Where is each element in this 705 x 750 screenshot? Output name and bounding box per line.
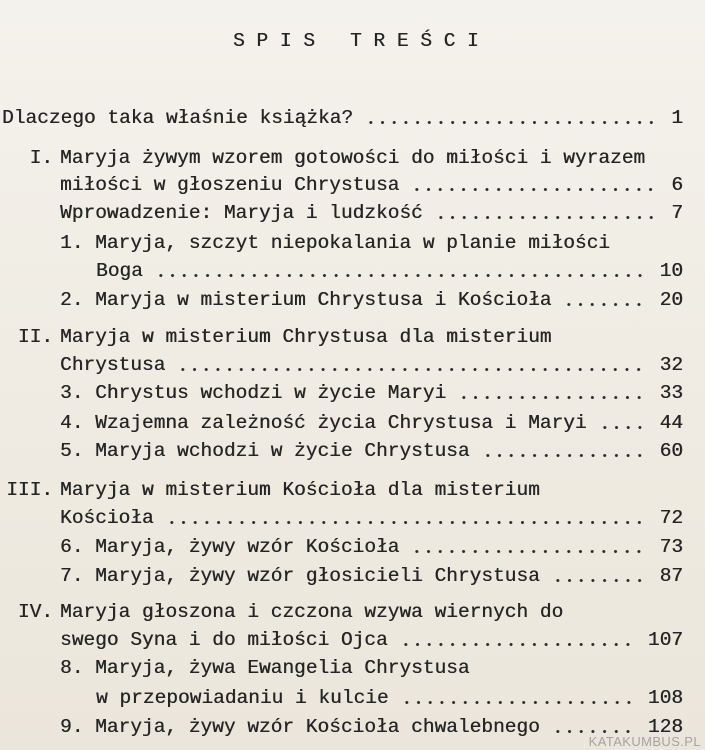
dot-leader — [401, 700, 636, 705]
chapter-number: 9. — [60, 716, 84, 738]
part-numeral: I. — [29, 147, 53, 169]
dot-leader — [435, 215, 660, 220]
page-number: 1 — [671, 107, 683, 129]
toc-entry — [0, 201, 683, 225]
entry-title: Maryja w misterium Chrystusa i Kościoła — [95, 289, 552, 311]
dot-leader — [400, 642, 636, 647]
toc-part-heading — [0, 325, 683, 349]
toc-part-heading — [0, 600, 683, 624]
entry-title: Maryja wchodzi w życie Chrystusa — [95, 440, 470, 462]
chapter-number: 5. — [60, 440, 84, 462]
page-number: 33 — [659, 382, 683, 404]
dot-leader — [411, 187, 659, 192]
toc-entry — [0, 715, 683, 739]
part-title-line: Kościoła — [60, 507, 154, 529]
entry-title: Maryja, żywy wzór Kościoła chwalebnego — [95, 716, 540, 738]
dot-leader — [563, 302, 647, 307]
entry-title: Wzajemna zależność życia Chrystusa i Maryi — [95, 412, 587, 434]
dot-leader — [411, 549, 647, 554]
part-title-line: Maryja w misterium Chrystusa dla misterium — [60, 326, 552, 348]
page-number: 87 — [659, 565, 683, 587]
part-title-line: Chrystusa — [60, 354, 166, 376]
page-number: 10 — [659, 260, 683, 282]
entry-title: Chrystus wchodzi w życie Maryi — [95, 382, 447, 404]
site-watermark: KATAKUMBUS.PL — [588, 734, 701, 749]
part-numeral: III. — [6, 479, 53, 501]
part-numeral: IV. — [17, 601, 53, 623]
part-title-line: Maryja w misterium Kościoła dla misterium — [60, 479, 540, 501]
dot-leader — [166, 520, 648, 525]
page-number: 7 — [671, 202, 683, 224]
toc-entry — [0, 656, 683, 680]
dot-leader — [552, 578, 648, 583]
entry-title: w przepowiadaniu i kulcie — [96, 687, 389, 709]
part-numeral: II. — [17, 326, 53, 348]
entry-title: Maryja, żywy wzór głosicieli Chrystusa — [95, 565, 540, 587]
dot-leader — [458, 395, 647, 400]
page-number: 73 — [659, 536, 683, 558]
page-number: 72 — [659, 507, 683, 529]
entry-title: Wprowadzenie: Maryja i ludzkość — [60, 202, 423, 224]
page-number: 32 — [659, 354, 683, 376]
part-title-line: Maryja żywym wzorem gotowości do miłości i wyrazem — [60, 147, 646, 169]
page-number: 20 — [659, 289, 683, 311]
dot-leader — [155, 273, 648, 278]
dot-leader — [599, 425, 648, 430]
dot-leader — [482, 453, 648, 458]
toc-entry — [0, 535, 683, 559]
page-title: SPIS TREŚCI — [233, 30, 491, 52]
toc-entry — [0, 411, 683, 435]
page-number: 60 — [659, 440, 683, 462]
chapter-number: 6. — [60, 536, 84, 558]
chapter-number: 3. — [60, 382, 84, 404]
dot-leader — [365, 120, 659, 125]
chapter-number: 1. — [60, 232, 84, 254]
toc-entry-continued — [0, 259, 683, 283]
page-number: 44 — [659, 412, 683, 434]
part-title-line: miłości w głoszeniu Chrystusa — [60, 174, 400, 196]
toc-part-heading — [0, 146, 683, 170]
toc-part-heading-continued — [0, 353, 683, 377]
entry-title: Dlaczego taka właśnie książka? — [2, 107, 354, 129]
part-title-line: swego Syna i do miłości Ojca — [60, 629, 388, 651]
dot-leader — [177, 367, 647, 372]
page-number: 107 — [647, 629, 683, 651]
page-number: 6 — [671, 174, 683, 196]
toc-part-heading-continued — [0, 506, 683, 530]
toc-part-heading-continued — [0, 628, 683, 652]
page-number: 128 — [647, 716, 683, 738]
toc-entry — [0, 231, 683, 255]
toc-entry — [0, 564, 683, 588]
toc-entry — [0, 439, 683, 463]
toc-entry — [0, 381, 683, 405]
chapter-number: 7. — [60, 565, 84, 587]
entry-title: Maryja, żywy wzór Kościoła — [95, 536, 400, 558]
entry-title: Maryja, żywa Ewangelia Chrystusa — [95, 657, 470, 679]
part-title-line: Maryja głoszona i czczona wzywa wiernych do — [60, 601, 564, 623]
toc-part-heading-continued — [0, 173, 683, 197]
toc-entry-continued — [0, 686, 683, 710]
chapter-number: 2. — [60, 289, 84, 311]
toc-entry — [0, 288, 683, 312]
toc-entry-intro — [0, 106, 683, 130]
toc-part-heading — [0, 478, 683, 502]
page-number: 108 — [647, 687, 683, 709]
chapter-number: 4. — [60, 412, 84, 434]
chapter-number: 8. — [60, 657, 84, 679]
entry-title: Maryja, szczyt niepokalania w planie miłości — [95, 232, 610, 254]
entry-title: Boga — [96, 260, 143, 282]
